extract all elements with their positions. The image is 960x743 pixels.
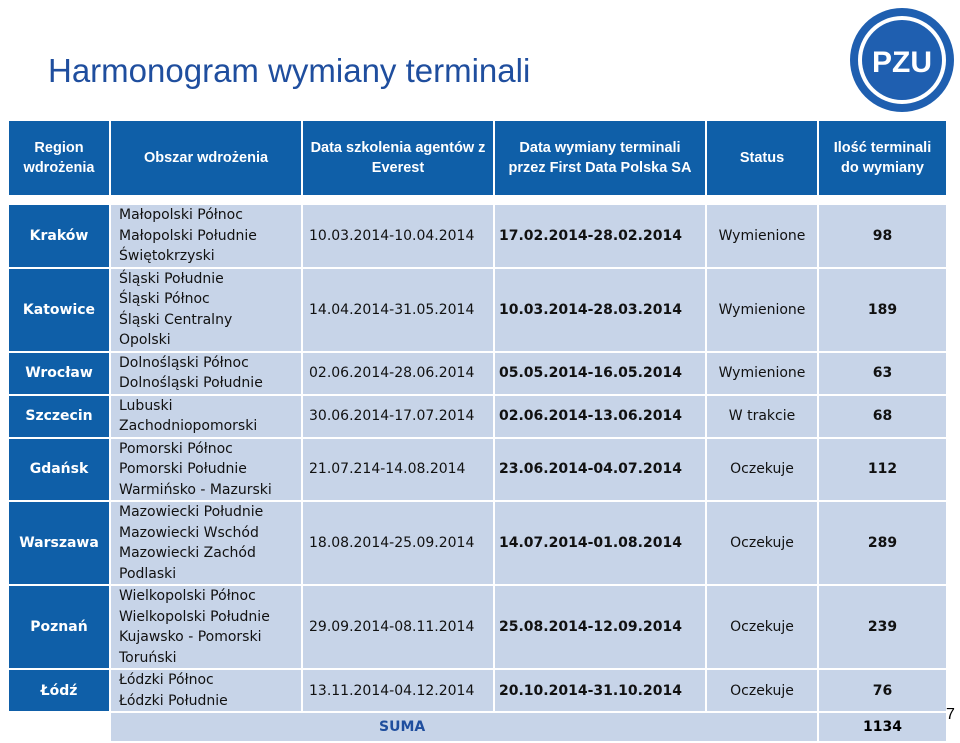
area-item: Świętokrzyski — [119, 248, 215, 264]
count-cell: 63 — [819, 353, 946, 394]
area-cell — [111, 353, 301, 394]
exchange-date-cell: 17.02.2014-28.02.2014 — [495, 205, 705, 267]
area-item: Łódzki Południe — [119, 692, 228, 709]
status-cell: Wymienione — [707, 205, 817, 267]
status-cell: W trakcie — [707, 396, 817, 437]
training-date-cell: 02.06.2014-28.06.2014 — [303, 353, 493, 394]
exchange-date-cell: 20.10.2014-31.10.2014 — [495, 670, 705, 711]
logo-text: PZU — [872, 46, 932, 79]
sum-row — [9, 713, 946, 741]
area-item: Wielkopolski Północ — [119, 588, 256, 604]
header-exchange: Data wymiany terminali przez First Data Polska SA — [495, 121, 705, 195]
header-region: Region wdrożenia — [9, 121, 109, 195]
status-cell: Oczekuje — [707, 586, 817, 668]
area-item: Zachodniopomorski — [119, 418, 258, 434]
region-cell: Poznań — [9, 586, 109, 668]
area-item: Warmińsko - Mazurski — [119, 481, 272, 498]
table-row — [9, 269, 946, 351]
training-date-cell: 21.07.214-14.08.2014 — [303, 439, 493, 501]
area-item: Kujawsko - Pomorski — [119, 629, 262, 645]
exchange-date-cell: 10.03.2014-28.03.2014 — [495, 269, 705, 351]
status-cell: Wymienione — [707, 353, 817, 394]
training-date-cell: 13.11.2014-04.12.2014 — [303, 670, 493, 711]
area-item: Dolnośląski Północ — [119, 354, 249, 371]
region-cell: Wrocław — [9, 353, 109, 394]
area-item: Pomorski Południe — [119, 461, 247, 477]
area-cell — [111, 670, 301, 711]
area-item: Dolnośląski Południe — [119, 375, 263, 391]
table-row — [9, 439, 946, 501]
training-date-cell: 18.08.2014-25.09.2014 — [303, 502, 493, 584]
training-date-cell: 10.03.2014-10.04.2014 — [303, 205, 493, 267]
count-cell: 98 — [819, 205, 946, 267]
area-item: Opolski — [119, 332, 171, 348]
region-cell: Katowice — [9, 269, 109, 351]
exchange-date-cell: 14.07.2014-01.08.2014 — [495, 502, 705, 584]
area-item: Łódzki Północ — [119, 672, 214, 688]
exchange-date-cell: 23.06.2014-04.07.2014 — [495, 439, 705, 501]
sum-value: 1134 — [819, 713, 946, 741]
slide-number: 7 — [946, 706, 955, 723]
exchange-date-cell: 02.06.2014-13.06.2014 — [495, 396, 705, 437]
area-item: Mazowiecki Południe — [119, 504, 264, 520]
region-cell: Kraków — [9, 205, 109, 267]
area-item: Podlaski — [119, 565, 177, 582]
area-cell — [111, 502, 301, 584]
pzu-logo — [848, 6, 956, 114]
table-row — [9, 502, 946, 584]
area-item: Małopolski Północ — [119, 207, 243, 223]
status-cell: Oczekuje — [707, 502, 817, 584]
count-cell: 76 — [819, 670, 946, 711]
training-date-cell: 30.06.2014-17.07.2014 — [303, 396, 493, 437]
table-row — [9, 205, 946, 267]
header-area: Obszar wdrożenia — [111, 121, 301, 195]
area-item: Śląski Południe — [119, 270, 224, 287]
count-cell: 289 — [819, 502, 946, 584]
header-count: Ilość terminali do wymiany — [819, 121, 946, 195]
area-cell — [111, 269, 301, 351]
training-date-cell: 14.04.2014-31.05.2014 — [303, 269, 493, 351]
area-item: Mazowiecki Zachód — [119, 545, 256, 561]
area-item: Wielkopolski Południe — [119, 608, 270, 625]
status-cell: Wymienione — [707, 269, 817, 351]
area-item: Śląski Centralny — [119, 311, 233, 328]
area-cell — [111, 586, 301, 668]
count-cell: 68 — [819, 396, 946, 437]
area-item: Mazowiecki Wschód — [119, 524, 259, 541]
page-title: Harmonogram wymiany terminali — [48, 52, 531, 89]
sum-label: SUMA — [111, 713, 817, 741]
header-training: Data szkolenia agentów z Everest — [303, 121, 493, 195]
region-cell: Łódź — [9, 670, 109, 711]
count-cell: 239 — [819, 586, 946, 668]
region-cell: Szczecin — [9, 396, 109, 437]
area-item: Pomorski Północ — [119, 440, 233, 457]
count-cell: 189 — [819, 269, 946, 351]
exchange-date-cell: 05.05.2014-16.05.2014 — [495, 353, 705, 394]
area-item: Śląski Północ — [119, 291, 210, 307]
area-cell — [111, 439, 301, 501]
exchange-date-cell: 25.08.2014-12.09.2014 — [495, 586, 705, 668]
table-row — [9, 670, 946, 711]
area-cell — [111, 396, 301, 437]
status-cell: Oczekuje — [707, 439, 817, 501]
status-cell: Oczekuje — [707, 670, 817, 711]
area-cell — [111, 205, 301, 267]
table-row — [9, 396, 946, 437]
training-date-cell: 29.09.2014-08.11.2014 — [303, 586, 493, 668]
region-cell: Warszawa — [9, 502, 109, 584]
area-item: Małopolski Południe — [119, 227, 257, 244]
header-status: Status — [707, 121, 817, 195]
area-item: Lubuski — [119, 397, 173, 414]
schedule-table — [7, 119, 948, 743]
table-row — [9, 586, 946, 668]
region-cell: Gdańsk — [9, 439, 109, 501]
table-row — [9, 353, 946, 394]
header-row — [9, 121, 946, 195]
count-cell: 112 — [819, 439, 946, 501]
area-item: Toruński — [119, 649, 177, 666]
